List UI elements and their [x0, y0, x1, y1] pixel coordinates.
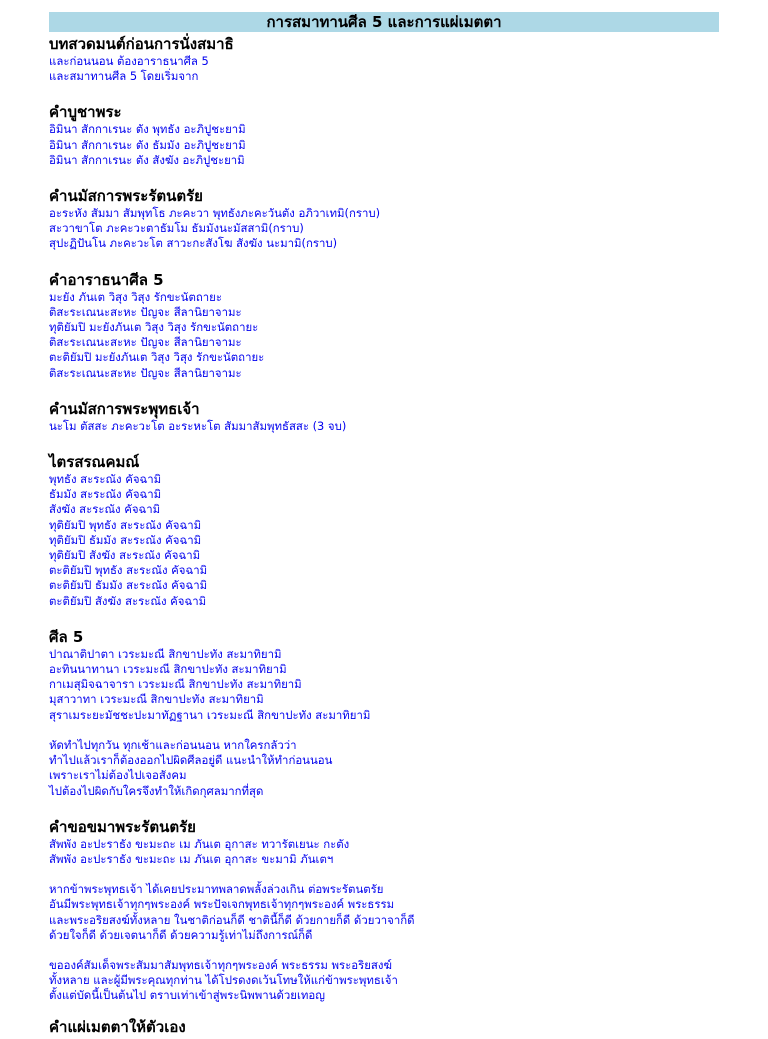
text-line: หัดทำไปทุกวัน ทุกเช้าและก่อนนอน หากใครกลัวว่า — [49, 737, 297, 752]
section-heading: คำขอขมาพระรัตนตรัย — [49, 817, 196, 836]
text-line: ตั้งแต่บัดนี้เป็นต้นไป ตราบเท่าเข้าสู่พระนิพพานด้วยเทอญ — [49, 988, 325, 1003]
document-body — [49, 34, 739, 1022]
text-line: มะยัง ภันเต วิสุง วิสุง รักขะนัตถายะ — [49, 289, 222, 304]
paragraph — [49, 290, 739, 381]
text-line: และสมาทานศีล 5 โดยเริ่มจาก — [49, 69, 199, 84]
paragraph — [49, 958, 739, 1004]
section — [49, 452, 739, 609]
text-line: ติสะระเณนะสะหะ ปัญจะ สีลานิยาจามะ — [49, 304, 242, 319]
text-line: ทำไปแล้วเราก็ต้องออกไปผิดศีลอยู่ดี แนะนำให้ทำก่อนนอน — [49, 753, 333, 768]
text-line: เพราะเราไม่ต้องไปเจอสังคม — [49, 768, 187, 783]
section-heading: ศีล 5 — [49, 627, 84, 646]
section-heading: คำอาราธนาศีล 5 — [49, 270, 164, 289]
section-heading: ไตรสรณคมณ์ — [49, 453, 140, 472]
section — [49, 102, 739, 168]
section — [49, 186, 739, 252]
section-heading: คำบูชาพระ — [49, 103, 122, 122]
text-line: ธัมมัง สะระณัง คัจฉามิ — [49, 487, 162, 502]
paragraph — [49, 472, 739, 609]
text-line: อิมินา สักกาเรนะ ตัง พุทธัง อะภิปูชะยามิ — [49, 122, 246, 137]
text-line: มุสาวาทา เวระมะณี สิกขาปะทัง สะมาทิยามิ — [49, 692, 264, 707]
paragraph — [49, 837, 739, 867]
document-title: การสมาทานศีล 5 และการแผ่เมตตา — [49, 12, 719, 32]
text-line: ปาณาติปาตา เวระมะณี สิกขาปะทัง สะมาทิยามิ — [49, 646, 282, 661]
text-line: ติสะระเณนะสะหะ ปัญจะ สีลานิยาจามะ — [49, 335, 242, 350]
text-line: ติสะระเณนะสะหะ ปัญจะ สีลานิยาจามะ — [49, 365, 242, 380]
text-line: สังฆัง สะระณัง คัจฉามิ — [49, 502, 161, 517]
section-heading: บทสวดมนต์ก่อนการนั่งสมาธิ — [49, 35, 234, 53]
text-line: พุทธัง สะระณัง คัจฉามิ — [49, 472, 162, 487]
text-line: อิมินา สักกาเรนะ ตัง สังฆัง อะภิปูชะยามิ — [49, 152, 245, 167]
section — [49, 817, 739, 1004]
text-line: ไปต้องไปผิดกับใครจึงทำให้เกิดกุศลมากที่สุด — [49, 783, 264, 798]
text-line: และก่อนนอน ต้องอาราธนาศีล 5 — [49, 54, 209, 68]
text-line: สุราเมระยะมัชชะปะมาทัฏฐานา เวระมะณี สิกขาปะทัง สะมาทิยามิ — [49, 707, 371, 722]
paragraph — [49, 882, 739, 943]
text-line: สุปะฏิปันโน ภะคะวะโต สาวะกะสังโฆ สังฆัง นะมามิ(กราบ) — [49, 236, 338, 251]
text-line: อันมีพระพุทธเจ้าทุกๆพระองค์ พระปัจเจกพุทธเจ้าทุกๆพระองค์ พระธรรม — [49, 897, 395, 912]
text-line: ตะติยัมปิ พุทธัง สะระณัง คัจฉามิ — [49, 563, 208, 578]
text-line: ขอองค์สัมเด็จพระสัมมาสัมพุทธเจ้าทุกๆพระองค์ พระธรรม พระอริยสงฆ์ — [49, 957, 392, 972]
section-heading: คำนมัสการพระรัตนตรัย — [49, 187, 203, 206]
paragraph — [49, 54, 739, 84]
paragraph — [49, 122, 739, 168]
text-line: กาเมสุมิจฉาจารา เวระมะณี สิกขาปะทัง สะมาทิยามิ — [49, 677, 302, 692]
text-line: ตะติยัมปิ มะยังภันเต วิสุง วิสุง รักขะนัตถายะ — [49, 350, 265, 365]
text-line: นะโม ตัสสะ ภะคะวะโต อะระหะโต สัมมาสัมพุทธัสสะ (3 จบ) — [49, 418, 347, 433]
text-line: อิมินา สักกาเรนะ ตัง ธัมมัง อะภิปูชะยามิ — [49, 137, 246, 152]
text-line: ทุติยัมปิ สังฆัง สะระณัง คัจฉามิ — [49, 548, 201, 563]
text-line: และพระอริยสงฆ์ทั้งหลาย ในชาติก่อนก็ดี ชาตินี้ก็ดี ด้วยกายก็ดี ด้วยวาจาก็ดี — [49, 912, 415, 927]
paragraph — [49, 206, 739, 252]
text-line: ทั้งหลาย และผู้มีพระคุณทุกท่าน ได้โปรดงดเว้นโทษให้แก่ข้าพระพุทธเจ้า — [49, 973, 398, 988]
text-line: สัพพัง อะปะราธัง ขะมะถะ เม ภันเต อุกาสะ ขะมามิ ภันเตฯ — [49, 851, 334, 866]
text-line: ทุติยัมปิ ธัมมัง สะระณัง คัจฉามิ — [49, 532, 202, 547]
section — [49, 627, 739, 799]
text-line: ทุติยัมปิ มะยังภันเต วิสุง วิสุง รักขะนัตถายะ — [49, 320, 259, 335]
text-line: ตะติยัมปิ สังฆัง สะระณัง คัจฉามิ — [49, 593, 207, 608]
partially-visible-heading: คำแผ่เมตตาให้ตัวเอง — [49, 1018, 186, 1036]
section-heading: คำนมัสการพระพุทธเจ้า — [49, 399, 200, 418]
section — [49, 399, 739, 434]
text-line: สัพพัง อะปะราธัง ขะมะถะ เม ภันเต อุกาสะ ทวารัตเยนะ กะตัง — [49, 836, 350, 851]
text-line: ทุติยัมปิ พุทธัง สะระณัง คัจฉามิ — [49, 517, 202, 532]
paragraph — [49, 647, 739, 723]
text-line: อะทินนาทานา เวระมะณี สิกขาปะทัง สะมาทิยามิ — [49, 662, 287, 677]
section — [49, 34, 739, 84]
text-line: ตะติยัมปิ ธัมมัง สะระณัง คัจฉามิ — [49, 578, 208, 593]
text-line: ด้วยใจก็ดี ด้วยเจตนาก็ดี ด้วยความรู้เท่าไม่ถึงการณ์ก็ดี — [49, 927, 313, 942]
text-line: สะวาขาโต ภะคะวะตาธัมโม ธัมมังนะมัสสามิ(กราบ) — [49, 221, 304, 236]
text-line: อะระหัง สัมมา สัมพุทโธ ภะคะวา พุทธังภะคะวันตัง อภิวาเทมิ(กราบ) — [49, 206, 381, 221]
paragraph — [49, 738, 739, 799]
section — [49, 270, 739, 381]
paragraph — [49, 419, 739, 434]
text-line: หากข้าพระพุทธเจ้า ได้เคยประมาทพลาดพลั้งล่วงเกิน ต่อพระรัตนตรัย — [49, 882, 384, 897]
